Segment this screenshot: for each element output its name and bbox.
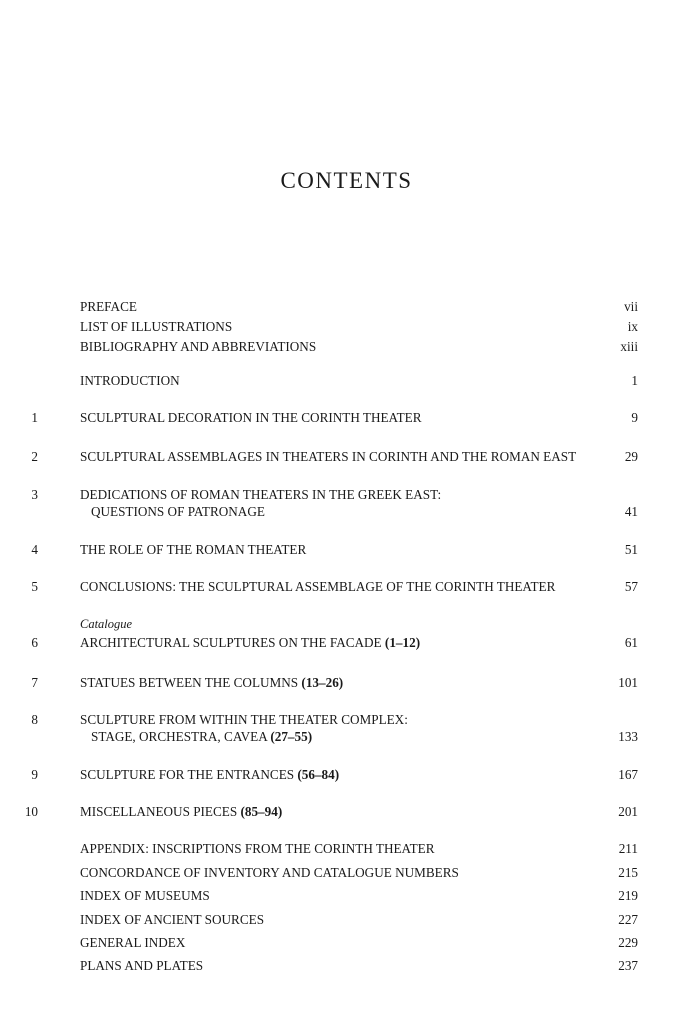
entry-title-line-1: DEDICATIONS OF ROMAN THEATERS IN THE GREEK EAST: xyxy=(80,487,442,502)
page-number: 215 xyxy=(618,865,638,880)
page-number: 41 xyxy=(624,504,638,519)
entry-title: PLANS AND PLATES xyxy=(80,958,204,973)
entry-title xyxy=(80,674,343,691)
page-number: 1 xyxy=(631,373,638,388)
catalogue-range: (27–55) xyxy=(270,729,313,744)
page-title: CONTENTS xyxy=(280,168,413,193)
page-number: vii xyxy=(624,299,638,314)
page-number: 237 xyxy=(618,958,638,973)
page-number: 201 xyxy=(618,804,638,819)
entry-title: CONCLUSIONS: THE SCULPTURAL ASSEMBLAGE OF THE CORINTH THEATER xyxy=(80,579,556,594)
page-number: 61 xyxy=(624,635,638,650)
catalogue-range: (56–84) xyxy=(297,767,340,782)
entry-title: SCULPTURAL ASSEMBLAGES IN THEATERS IN CORINTH AND THE ROMAN EAST xyxy=(80,449,577,464)
page-number: xiii xyxy=(620,339,638,354)
page-number: 101 xyxy=(618,675,638,690)
chapter-number: 1 xyxy=(31,410,38,425)
entry-title: INDEX OF ANCIENT SOURCES xyxy=(80,912,265,927)
entry-title: GENERAL INDEX xyxy=(80,935,186,950)
entry-title xyxy=(80,766,339,783)
entry-title: THE ROLE OF THE ROMAN THEATER xyxy=(80,542,307,557)
catalogue-range: (13–26) xyxy=(301,675,344,690)
page-number: 51 xyxy=(624,542,638,557)
page-number: 219 xyxy=(618,888,638,903)
entry-title-text: MISCELLANEOUS PIECES xyxy=(80,804,238,819)
entry-title xyxy=(80,803,282,820)
entry-title-line-2-text: STAGE, ORCHESTRA, CAVEA xyxy=(91,729,268,744)
catalogue-range: (1–12) xyxy=(384,635,421,650)
entry-title-line-2 xyxy=(80,728,408,745)
entry-title: INDEX OF MUSEUMS xyxy=(80,888,210,903)
chapter-number: 8 xyxy=(31,712,38,727)
entry-title-text: STATUES BETWEEN THE COLUMNS xyxy=(80,675,299,690)
entry-title: INTRODUCTION xyxy=(80,373,180,388)
chapter-number: 7 xyxy=(31,675,38,690)
entry-title xyxy=(80,486,441,520)
entry-title-line-1: SCULPTURE FROM WITHIN THE THEATER COMPLEX: xyxy=(80,712,408,727)
entry-title-line-2: QUESTIONS OF PATRONAGE xyxy=(91,504,265,519)
page-number: 29 xyxy=(624,449,638,464)
entry-title: PREFACE xyxy=(80,299,137,314)
chapter-number: 4 xyxy=(31,542,38,557)
chapter-number: 9 xyxy=(31,767,38,782)
chapter-number: 10 xyxy=(24,804,38,819)
page-number: ix xyxy=(627,319,638,334)
entry-title: CONCORDANCE OF INVENTORY AND CATALOGUE NUMBERS xyxy=(80,865,459,880)
entry-title-text: ARCHITECTURAL SCULPTURES ON THE FACADE xyxy=(80,635,382,650)
entry-title: APPENDIX: INSCRIPTIONS FROM THE CORINTH THEATER xyxy=(80,841,435,856)
chapter-number: 2 xyxy=(31,449,38,464)
page-number: 211 xyxy=(618,841,638,856)
entry-title-text: SCULPTURE FOR THE ENTRANCES xyxy=(80,767,295,782)
page-number: 167 xyxy=(618,767,638,782)
catalogue-range: (85–94) xyxy=(240,804,283,819)
chapter-number: 6 xyxy=(31,635,38,650)
catalogue-section-label: Catalogue xyxy=(80,617,133,631)
chapter-number: 5 xyxy=(31,579,38,594)
page-number: 57 xyxy=(624,579,638,594)
page-number: 227 xyxy=(618,912,638,927)
page-number: 9 xyxy=(631,410,638,425)
page-number: 133 xyxy=(618,729,638,744)
entry-title: SCULPTURAL DECORATION IN THE CORINTH THEATER xyxy=(80,410,422,425)
entry-title xyxy=(80,634,420,651)
entry-title: BIBLIOGRAPHY AND ABBREVIATIONS xyxy=(80,339,317,354)
entry-title xyxy=(80,711,408,745)
page-number: 229 xyxy=(618,935,638,950)
entry-title: LIST OF ILLUSTRATIONS xyxy=(80,319,233,334)
chapter-number: 3 xyxy=(31,487,38,502)
